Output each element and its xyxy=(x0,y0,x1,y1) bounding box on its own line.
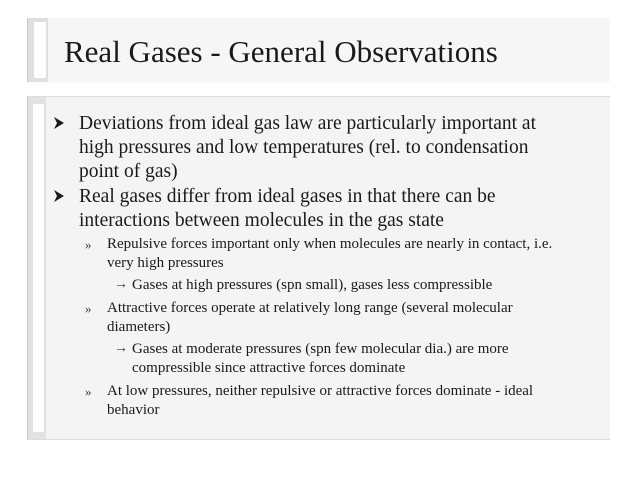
bullet-line: diameters) xyxy=(107,319,171,335)
arrowhead-bullet-icon xyxy=(52,113,66,133)
double-chevron-bullet-icon: » xyxy=(85,301,92,316)
arrow-bullet-icon: → xyxy=(114,277,128,292)
bullet-level2 xyxy=(52,382,602,420)
bullet-line: interactions between molecules in the gas state xyxy=(79,210,444,231)
bullet-line: Repulsive forces important only when molecules are nearly in contact, i.e. xyxy=(107,236,553,252)
double-chevron-bullet-icon: » xyxy=(85,384,92,399)
title-bracket-inner xyxy=(34,22,46,78)
double-chevron-bullet-icon: » xyxy=(85,237,92,252)
arrow-bullet-icon: → xyxy=(114,341,128,356)
bullet-level3 xyxy=(52,340,602,378)
bullet-level1 xyxy=(52,185,602,233)
bullet-line: very high pressures xyxy=(107,255,224,271)
bullet-line: Real gases differ from ideal gases in that there can be xyxy=(79,186,496,207)
bullet-list xyxy=(52,112,602,423)
bullet-line: point of gas) xyxy=(79,161,178,182)
bullet-line: behavior xyxy=(107,402,160,418)
bullet-line: Gases at high pressures (spn small), gases less compressible xyxy=(132,277,493,293)
bullet-line: At low pressures, neither repulsive or attractive forces dominate - ideal xyxy=(107,383,534,399)
bullet-level2 xyxy=(52,235,602,273)
arrowhead-bullet-icon xyxy=(52,186,66,206)
bullet-level2 xyxy=(52,299,602,337)
bullet-line: compressible since attractive forces dominate xyxy=(132,360,406,376)
slide-title: Real Gases - General Observations xyxy=(64,34,498,69)
bullet-line: Gases at moderate pressures (spn few molecular dia.) are more xyxy=(132,341,509,357)
bullet-line: high pressures and low temperatures (rel. to condensation xyxy=(79,137,529,158)
bullet-level1 xyxy=(52,112,602,184)
bullet-level3 xyxy=(52,276,602,295)
bullet-line: Attractive forces operate at relatively long range (several molecular xyxy=(107,300,513,316)
bullet-line: Deviations from ideal gas law are particularly important at xyxy=(79,113,537,134)
